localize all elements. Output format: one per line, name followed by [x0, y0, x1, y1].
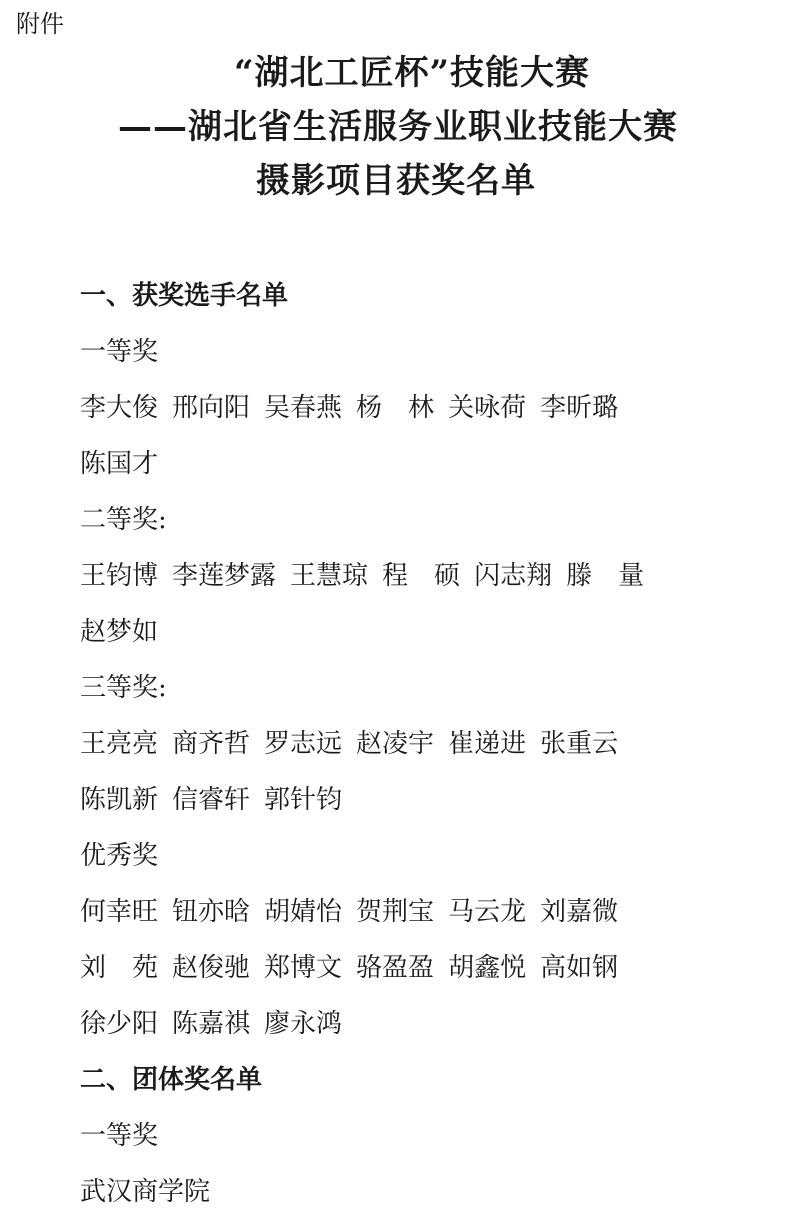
winner-name: 李昕璐: [540, 393, 619, 423]
winner-name: 赵凌宇: [356, 729, 435, 759]
name-row: [80, 772, 760, 828]
name-row: [80, 716, 760, 772]
title-line-2: ——湖北省生活服务业职业技能大赛: [118, 107, 678, 147]
winner-name: 骆盈盈: [356, 953, 435, 983]
winner-name: 刘嘉微: [540, 897, 619, 927]
section-heading-individual: 一、获奖选手名单: [80, 281, 289, 311]
name-row: [80, 548, 760, 604]
attachment-label: 附件: [16, 10, 64, 38]
winner-name: 程 硕: [382, 561, 461, 591]
name-row: [80, 380, 760, 436]
winner-name: 马云龙: [448, 897, 527, 927]
winner-name: 钮亦晗: [172, 897, 251, 927]
name-row: [80, 940, 760, 996]
winner-name: 信睿轩: [172, 785, 251, 815]
name-row: [80, 884, 760, 940]
winner-name: 吴春燕: [264, 393, 343, 423]
winner-name: 徐少阳: [80, 1009, 159, 1039]
award-label-excellence: 优秀奖: [80, 841, 159, 871]
winner-name: 邢向阳: [172, 393, 251, 423]
winner-name: 陈凯新: [80, 785, 159, 815]
title-line-1: “湖北工匠杯”技能大赛: [233, 53, 591, 93]
award-label-third: 三等奖:: [80, 673, 167, 703]
winner-name: 闪志翔: [474, 561, 553, 591]
winner-name: 陈嘉祺: [172, 1009, 251, 1039]
winner-name: 何幸旺: [80, 897, 159, 927]
winner-name: 胡婧怡: [264, 897, 343, 927]
winner-name: 胡鑫悦: [448, 953, 527, 983]
award-label-second: 二等奖:: [80, 505, 167, 535]
winner-name: 高如钢: [540, 953, 619, 983]
name-row: [80, 436, 760, 492]
winner-name: 陈国才: [80, 449, 159, 479]
winner-name: 刘 苑: [80, 953, 159, 983]
winner-name: 王钧博: [80, 561, 159, 591]
winner-name: 赵梦如: [80, 617, 159, 647]
winner-name: 杨 林: [356, 393, 435, 423]
winner-name: 赵俊驰: [172, 953, 251, 983]
winner-name: 崔递进: [448, 729, 527, 759]
winner-name: 郑博文: [264, 953, 343, 983]
winner-name: 关咏荷: [448, 393, 527, 423]
winner-name: 李莲梦露: [172, 561, 277, 591]
name-row: [80, 1164, 760, 1220]
title-line-3: 摄影项目获奖名单: [256, 161, 536, 201]
winner-name: 滕 量: [566, 561, 645, 591]
winner-name: 罗志远: [264, 729, 343, 759]
winner-name: 郭针钧: [264, 785, 343, 815]
name-row: [80, 996, 760, 1052]
winner-name: 李大俊: [80, 393, 159, 423]
winner-name: 王亮亮: [80, 729, 159, 759]
section-heading-team: 二、团体奖名单: [80, 1065, 263, 1095]
award-label-first: 一等奖: [80, 337, 159, 367]
winner-name: 廖永鸿: [264, 1009, 343, 1039]
winner-name: 王慧琼: [290, 561, 369, 591]
document-body: [80, 268, 760, 1220]
team-name: 武汉商学院: [80, 1177, 211, 1207]
winner-name: 张重云: [540, 729, 619, 759]
award-label-team-first: 一等奖: [80, 1121, 159, 1151]
winner-name: 商齐哲: [172, 729, 251, 759]
winner-name: 贺荆宝: [356, 897, 435, 927]
name-row: [80, 604, 760, 660]
